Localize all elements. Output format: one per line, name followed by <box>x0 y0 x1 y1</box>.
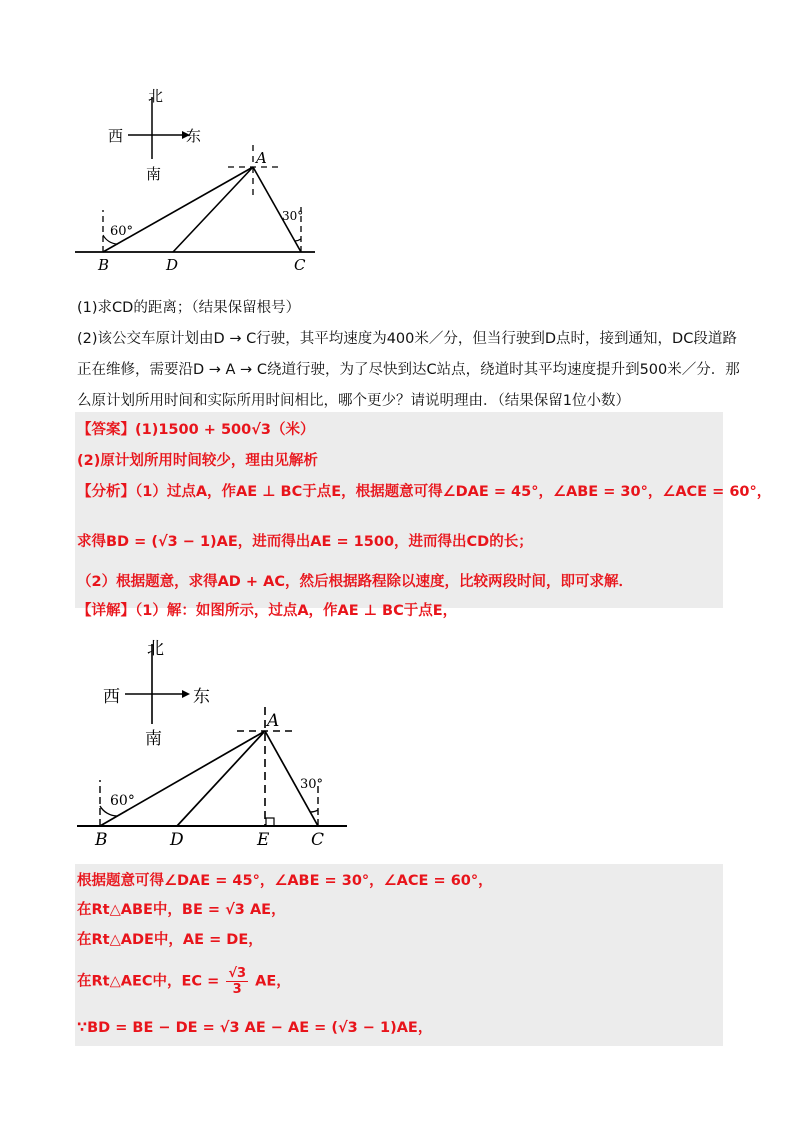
solution-line-5: ∵BD = BE − DE = √3 AE − AE = (√3 − 1)AE， <box>77 1020 433 1036</box>
solution-line-4 <box>77 966 291 997</box>
solution-line-4-prefix: 在Rt△AEC中，EC = <box>77 973 220 990</box>
point-c-label: C <box>294 256 306 274</box>
compass-north: 北 <box>147 639 164 659</box>
solution-line-2: 在Rt△ABE中，BE = √3 AE， <box>77 902 286 918</box>
question-2-line-3: 么原计划所用时间和实际所用时间相比，哪个更少？请说明理由．（结果保留1位小数） <box>77 393 630 409</box>
angle-c-label: 30° <box>300 777 324 792</box>
segment-ab <box>103 167 253 252</box>
point-b-label: B <box>95 830 108 850</box>
analysis-line-3: （2）根据题意，求得AD + AC，然后根据路程除以速度，比较两段时间，即可求解． <box>77 574 633 590</box>
detail-line-1: 【详解】（1）解：如图所示，过点A，作AE ⊥ BC于点E， <box>77 603 458 619</box>
question-2-line-2: 正在维修，需要沿D → A → C绕道行驶，为了尽快到达C站点，绕道时其平均速度提升到500米／分．那 <box>77 362 740 378</box>
analysis-line-1: 【分析】（1）过点A，作AE ⊥ BC于点E，根据题意可得∠DAE = 45°，∠ABE = 30°，∠ACE = 60°， <box>77 484 772 500</box>
question-1: (1)求CD的距离；（结果保留根号） <box>77 300 301 316</box>
solution-line-4-suffix: AE， <box>255 973 291 990</box>
solution-line-1: 根据题意可得∠DAE = 45°，∠ABE = 30°，∠ACE = 60°， <box>77 873 493 889</box>
angle-b-label: 60° <box>110 224 134 239</box>
figure-1 <box>70 85 330 275</box>
segment-ad <box>173 167 253 252</box>
question-2-line-1: (2)该公交车原计划由D → C行驶，其平均速度为400米／分，但当行驶到D点时，接到通知，DC段道路 <box>77 331 737 347</box>
compass-west: 西 <box>103 687 120 707</box>
fraction-denominator: 3 <box>232 982 242 997</box>
figure-2 <box>75 632 355 852</box>
angle-b-label: 60° <box>110 793 135 809</box>
compass-south: 南 <box>145 729 162 749</box>
compass-east: 东 <box>186 127 202 145</box>
angle-c-arc <box>295 239 301 241</box>
point-d-label: D <box>166 256 179 274</box>
compass-west: 西 <box>108 127 124 145</box>
fraction-numerator: √3 <box>228 966 247 981</box>
point-b-label: B <box>98 256 110 274</box>
point-e-label: E <box>257 830 270 850</box>
answer-line-2: (2)原计划所用时间较少，理由见解析 <box>77 453 318 469</box>
angle-c-label: 30° <box>282 209 304 223</box>
fraction <box>226 966 248 997</box>
point-a-label: A <box>256 149 267 167</box>
analysis-line-2: 求得BD = (√3 − 1)AE，进而得出AE = 1500，进而得出CD的长； <box>77 534 533 550</box>
point-d-label: D <box>170 830 184 850</box>
solution-line-3: 在Rt△ADE中，AE = DE， <box>77 932 263 948</box>
compass-north: 北 <box>148 87 164 105</box>
point-c-label: C <box>311 830 325 850</box>
answer-line-1: 【答案】(1)1500 + 500√3（米） <box>77 422 315 438</box>
point-a-label: A <box>267 711 280 731</box>
compass-south: 南 <box>146 165 162 183</box>
compass-east: 东 <box>193 687 210 707</box>
